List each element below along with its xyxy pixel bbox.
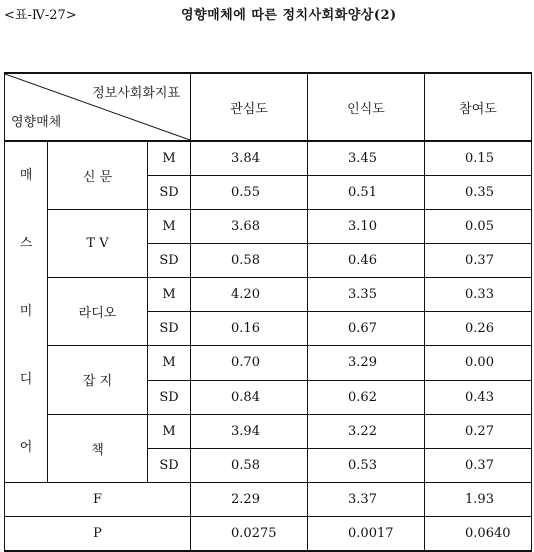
column-header-participation: 참여도 [425, 73, 532, 141]
value-cell [425, 175, 532, 209]
value-text: 1.93 [465, 492, 494, 507]
value-cell [425, 380, 532, 414]
table-row [5, 209, 532, 243]
value-cell [308, 175, 425, 209]
value-cell [191, 209, 308, 243]
value-text: 0.53 [348, 458, 377, 473]
table-row [5, 346, 532, 380]
value-cell [191, 175, 308, 209]
table-header-row [5, 73, 532, 141]
column-header-interest: 관심도 [191, 73, 308, 141]
stat-type: SD [148, 243, 191, 277]
value-cell [308, 346, 425, 380]
f-statistic-row [5, 483, 532, 517]
value-cell [191, 312, 308, 346]
value-cell [191, 346, 308, 380]
value-cell [425, 209, 532, 243]
mass-media-label [5, 141, 48, 483]
statistics-table [4, 72, 532, 552]
value-text: 3.22 [348, 423, 377, 439]
value-text: 0.26 [465, 321, 494, 337]
value-text: 2.29 [231, 492, 260, 507]
value-text: 0.0017 [348, 525, 394, 541]
stat-type: SD [148, 175, 191, 209]
value-text: 0.62 [348, 389, 377, 405]
value-text: 0.37 [465, 252, 494, 268]
value-cell [308, 483, 425, 517]
value-text: 3.68 [231, 218, 260, 234]
value-text: 4.20 [231, 287, 260, 303]
value-text: 0.43 [465, 389, 494, 405]
value-cell [191, 141, 308, 175]
value-text: 3.10 [348, 218, 377, 234]
value-cell [191, 449, 308, 483]
value-cell [191, 517, 308, 551]
value-cell [425, 243, 532, 277]
value-cell [425, 346, 532, 380]
value-text: 3.45 [348, 150, 377, 166]
table-number-label: <표-Ⅳ-27> [4, 8, 77, 23]
table-row [5, 277, 532, 311]
value-text: 0.46 [348, 252, 377, 268]
value-cell [308, 141, 425, 175]
value-text: 0.15 [465, 150, 494, 166]
value-cell [308, 380, 425, 414]
stat-type: M [148, 141, 191, 175]
value-text: 0.70 [231, 355, 260, 371]
value-text: 3.94 [231, 423, 260, 439]
value-text: 0.27 [465, 423, 494, 439]
value-text: 0.00 [465, 355, 494, 371]
value-text: 0.16 [231, 321, 260, 337]
value-cell [308, 243, 425, 277]
value-text: 0.51 [348, 184, 377, 200]
value-cell [191, 277, 308, 311]
corner-media-label: 영향매체 [11, 115, 62, 130]
value-text: 3.35 [348, 287, 377, 303]
p-value-row [5, 517, 532, 551]
column-header-awareness: 인식도 [308, 73, 425, 141]
value-cell [425, 483, 532, 517]
value-text: 3.37 [348, 492, 377, 507]
value-text: 0.55 [231, 184, 260, 200]
value-cell [308, 414, 425, 448]
value-cell [425, 277, 532, 311]
value-text: 0.05 [465, 218, 494, 234]
medium-name: 잡 지 [48, 346, 148, 414]
stat-type: M [148, 414, 191, 448]
stat-type: M [148, 277, 191, 311]
stat-type: M [148, 209, 191, 243]
value-text: 0.33 [465, 287, 494, 303]
value-text: 0.37 [465, 458, 494, 473]
mass-media-char: 어 [19, 440, 33, 455]
value-cell [191, 414, 308, 448]
value-cell [425, 141, 532, 175]
value-cell [191, 243, 308, 277]
table-row [5, 414, 532, 448]
medium-name: T V [48, 209, 148, 277]
medium-name: 책 [48, 414, 148, 482]
value-cell [425, 517, 532, 551]
stat-type: M [148, 346, 191, 380]
value-cell [191, 483, 308, 517]
value-text: 0.67 [348, 321, 377, 337]
value-cell [425, 414, 532, 448]
value-text: 3.84 [231, 150, 260, 166]
value-text: 0.58 [231, 458, 260, 473]
value-text: 0.84 [231, 389, 260, 405]
mass-media-char: 디 [19, 372, 33, 387]
mass-media-char: 매 [19, 168, 33, 183]
table-row [5, 141, 532, 175]
value-text: 0.58 [231, 252, 260, 268]
mass-media-char: 스 [19, 236, 33, 251]
value-cell [425, 312, 532, 346]
value-cell [308, 449, 425, 483]
mass-media-char: 미 [19, 304, 33, 319]
table-corner-cell [5, 73, 191, 141]
value-cell [191, 380, 308, 414]
value-cell [425, 449, 532, 483]
corner-indicator-label: 정보사회화지표 [92, 86, 181, 101]
stat-type: SD [148, 449, 191, 483]
page-title: 영향매체에 따른 정치사회화양상(2) [181, 8, 397, 23]
medium-name: 라디오 [48, 277, 148, 345]
value-cell [308, 517, 425, 551]
value-cell [308, 277, 425, 311]
value-text: 0.0275 [231, 525, 277, 541]
value-text: 0.35 [465, 184, 494, 200]
value-cell [308, 209, 425, 243]
value-cell [308, 312, 425, 346]
f-label: F [5, 483, 191, 517]
stat-type: SD [148, 380, 191, 414]
value-text: 0.0640 [465, 525, 511, 541]
value-text: 3.29 [348, 355, 377, 371]
stat-type: SD [148, 312, 191, 346]
p-label: P [5, 517, 191, 551]
medium-name: 신 문 [48, 141, 148, 209]
